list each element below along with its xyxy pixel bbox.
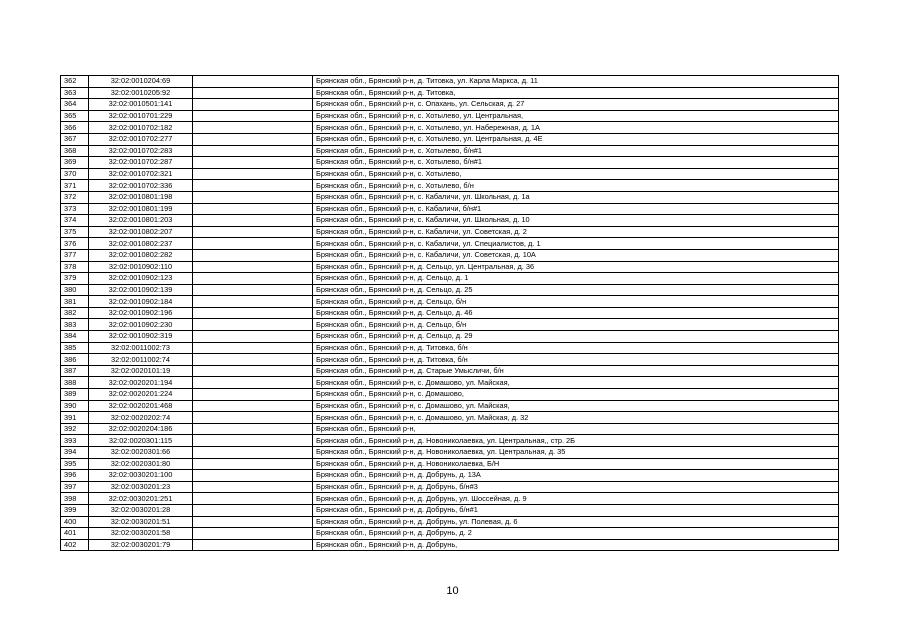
address-cell: Брянская обл., Брянский р-н, с. Хотылево, б/н#1 — [313, 157, 839, 169]
empty-cell — [193, 528, 313, 540]
table-row — [61, 249, 839, 261]
address-cell: Брянская обл., Брянский р-н, д. Добрунь, д. 2 — [313, 528, 839, 540]
empty-cell — [193, 180, 313, 192]
empty-cell — [193, 133, 313, 145]
row-number-cell: 365 — [61, 110, 89, 122]
empty-cell — [193, 87, 313, 99]
row-number-cell: 395 — [61, 458, 89, 470]
empty-cell — [193, 168, 313, 180]
cadastral-number-cell: 32:02:0011002:74 — [89, 354, 193, 366]
empty-cell — [193, 435, 313, 447]
row-number-cell: 364 — [61, 99, 89, 111]
address-cell: Брянская обл., Брянский р-н, с. Кабаличи, ул. Школьная, д. 10 — [313, 215, 839, 227]
row-number-cell: 391 — [61, 412, 89, 424]
cadastral-number-cell: 32:02:0010802:207 — [89, 226, 193, 238]
row-number-cell: 386 — [61, 354, 89, 366]
cadastral-number-cell: 32:02:0010501:141 — [89, 99, 193, 111]
empty-cell — [193, 261, 313, 273]
row-number-cell: 376 — [61, 238, 89, 250]
row-number-cell: 366 — [61, 122, 89, 134]
table-row — [61, 110, 839, 122]
empty-cell — [193, 365, 313, 377]
empty-cell — [193, 110, 313, 122]
address-cell: Брянская обл., Брянский р-н, д. Новониколаевка, ул. Центральная,, стр. 2Б — [313, 435, 839, 447]
table-row — [61, 342, 839, 354]
cadastral-number-cell: 32:02:0011002:73 — [89, 342, 193, 354]
address-cell: Брянская обл., Брянский р-н, д. Добрунь, б/н#3 — [313, 481, 839, 493]
cadastral-number-cell: 32:02:0010902:123 — [89, 273, 193, 285]
row-number-cell: 379 — [61, 273, 89, 285]
address-cell: Брянская обл., Брянский р-н, с. Домашово, ул. Майская, д. 32 — [313, 412, 839, 424]
table-row — [61, 354, 839, 366]
empty-cell — [193, 481, 313, 493]
row-number-cell: 392 — [61, 423, 89, 435]
table-row — [61, 76, 839, 88]
table-row — [61, 307, 839, 319]
cadastral-number-cell: 32:02:0010702:321 — [89, 168, 193, 180]
empty-cell — [193, 76, 313, 88]
cadastral-number-cell: 32:02:0010701:229 — [89, 110, 193, 122]
empty-cell — [193, 284, 313, 296]
cadastral-number-cell: 32:02:0020301:80 — [89, 458, 193, 470]
cadastral-number-cell: 32:02:0010801:203 — [89, 215, 193, 227]
row-number-cell: 363 — [61, 87, 89, 99]
empty-cell — [193, 99, 313, 111]
row-number-cell: 370 — [61, 168, 89, 180]
cadastral-number-cell: 32:02:0020201:224 — [89, 389, 193, 401]
address-cell: Брянская обл., Брянский р-н, с. Домашово, ул. Майская, — [313, 377, 839, 389]
row-number-cell: 401 — [61, 528, 89, 540]
cadastral-number-cell: 32:02:0010902:230 — [89, 319, 193, 331]
table-row — [61, 447, 839, 459]
table-row — [61, 423, 839, 435]
table-row — [61, 168, 839, 180]
address-cell: Брянская обл., Брянский р-н, с. Домашово, — [313, 389, 839, 401]
empty-cell — [193, 377, 313, 389]
row-number-cell: 371 — [61, 180, 89, 192]
empty-cell — [193, 215, 313, 227]
table-row — [61, 99, 839, 111]
empty-cell — [193, 539, 313, 551]
table-row — [61, 87, 839, 99]
address-cell: Брянская обл., Брянский р-н, д. Добрунь, — [313, 539, 839, 551]
address-cell: Брянская обл., Брянский р-н, с. Домашово, ул. Майская, — [313, 400, 839, 412]
cadastral-number-cell: 32:02:0020301:115 — [89, 435, 193, 447]
cadastral-number-cell: 32:02:0010801:199 — [89, 203, 193, 215]
row-number-cell: 396 — [61, 470, 89, 482]
table-row — [61, 133, 839, 145]
row-number-cell: 393 — [61, 435, 89, 447]
address-cell: Брянская обл., Брянский р-н, д. Титовка, б/н — [313, 354, 839, 366]
cadastral-number-cell: 32:02:0020101:19 — [89, 365, 193, 377]
table-row — [61, 470, 839, 482]
row-number-cell: 390 — [61, 400, 89, 412]
cadastral-number-cell: 32:02:0020201:468 — [89, 400, 193, 412]
table-row — [61, 284, 839, 296]
address-cell: Брянская обл., Брянский р-н, с. Хотылево, ул. Центральная, — [313, 110, 839, 122]
row-number-cell: 388 — [61, 377, 89, 389]
empty-cell — [193, 354, 313, 366]
table-row — [61, 319, 839, 331]
cadastral-number-cell: 32:02:0010802:282 — [89, 249, 193, 261]
row-number-cell: 394 — [61, 447, 89, 459]
address-cell: Брянская обл., Брянский р-н, с. Опахань, ул. Сельская, д. 27 — [313, 99, 839, 111]
table-row — [61, 377, 839, 389]
empty-cell — [193, 458, 313, 470]
cadastral-number-cell: 32:02:0010902:319 — [89, 331, 193, 343]
table-row — [61, 273, 839, 285]
address-cell: Брянская обл., Брянский р-н, д. Сельцо, д. 29 — [313, 331, 839, 343]
table-row — [61, 157, 839, 169]
address-cell: Брянская обл., Брянский р-н, д. Титовка, — [313, 87, 839, 99]
empty-cell — [193, 447, 313, 459]
table-row — [61, 516, 839, 528]
table-row — [61, 261, 839, 273]
address-cell: Брянская обл., Брянский р-н, с. Хотылево, ул. Центральная, д. 4Е — [313, 133, 839, 145]
table-row — [61, 504, 839, 516]
row-number-cell: 383 — [61, 319, 89, 331]
empty-cell — [193, 122, 313, 134]
empty-cell — [193, 493, 313, 505]
empty-cell — [193, 145, 313, 157]
address-cell: Брянская обл., Брянский р-н, с. Кабаличи, ул. Школьная, д. 1а — [313, 191, 839, 203]
cadastral-number-cell: 32:02:0010802:237 — [89, 238, 193, 250]
row-number-cell: 399 — [61, 504, 89, 516]
table-row — [61, 412, 839, 424]
registry-table — [60, 75, 839, 551]
cadastral-number-cell: 32:02:0010702:283 — [89, 145, 193, 157]
address-cell: Брянская обл., Брянский р-н, д. Титовка, б/н — [313, 342, 839, 354]
address-cell: Брянская обл., Брянский р-н, д. Сельцо, б/н — [313, 319, 839, 331]
address-cell: Брянская обл., Брянский р-н, — [313, 423, 839, 435]
empty-cell — [193, 342, 313, 354]
row-number-cell: 384 — [61, 331, 89, 343]
row-number-cell: 373 — [61, 203, 89, 215]
page-number: 10 — [446, 585, 459, 597]
cadastral-number-cell: 32:02:0010801:198 — [89, 191, 193, 203]
address-cell: Брянская обл., Брянский р-н, д. Сельцо, д. 25 — [313, 284, 839, 296]
cadastral-number-cell: 32:02:0030201:100 — [89, 470, 193, 482]
cadastral-number-cell: 32:02:0010702:287 — [89, 157, 193, 169]
row-number-cell: 385 — [61, 342, 89, 354]
empty-cell — [193, 423, 313, 435]
row-number-cell: 400 — [61, 516, 89, 528]
address-cell: Брянская обл., Брянский р-н, д. Сельцо, ул. Центральная, д. 36 — [313, 261, 839, 273]
table-row — [61, 238, 839, 250]
empty-cell — [193, 389, 313, 401]
table-row — [61, 331, 839, 343]
empty-cell — [193, 470, 313, 482]
empty-cell — [193, 191, 313, 203]
cadastral-number-cell: 32:02:0010902:184 — [89, 296, 193, 308]
address-cell: Брянская обл., Брянский р-н, с. Хотылево, б/н#1 — [313, 145, 839, 157]
row-number-cell: 378 — [61, 261, 89, 273]
row-number-cell: 375 — [61, 226, 89, 238]
empty-cell — [193, 296, 313, 308]
registry-table-body — [61, 76, 839, 551]
row-number-cell: 389 — [61, 389, 89, 401]
cadastral-number-cell: 32:02:0010205:92 — [89, 87, 193, 99]
cadastral-number-cell: 32:02:0010902:110 — [89, 261, 193, 273]
cadastral-number-cell: 32:02:0010902:139 — [89, 284, 193, 296]
cadastral-number-cell: 32:02:0010702:182 — [89, 122, 193, 134]
table-row — [61, 458, 839, 470]
empty-cell — [193, 238, 313, 250]
cadastral-number-cell: 32:02:0030201:79 — [89, 539, 193, 551]
address-cell: Брянская обл., Брянский р-н, с. Хотылево, — [313, 168, 839, 180]
row-number-cell: 368 — [61, 145, 89, 157]
empty-cell — [193, 226, 313, 238]
address-cell: Брянская обл., Брянский р-н, д. Добрунь, б/н#1 — [313, 504, 839, 516]
row-number-cell: 398 — [61, 493, 89, 505]
empty-cell — [193, 319, 313, 331]
address-cell: Брянская обл., Брянский р-н, с. Кабаличи, ул. Советская, д. 10А — [313, 249, 839, 261]
table-row — [61, 203, 839, 215]
table-row — [61, 493, 839, 505]
row-number-cell: 374 — [61, 215, 89, 227]
cadastral-number-cell: 32:02:0030201:28 — [89, 504, 193, 516]
cadastral-number-cell: 32:02:0010702:336 — [89, 180, 193, 192]
row-number-cell: 362 — [61, 76, 89, 88]
row-number-cell: 372 — [61, 191, 89, 203]
address-cell: Брянская обл., Брянский р-н, с. Кабаличи, ул. Специалистов, д. 1 — [313, 238, 839, 250]
table-row — [61, 400, 839, 412]
table-row — [61, 528, 839, 540]
empty-cell — [193, 157, 313, 169]
address-cell: Брянская обл., Брянский р-н, д. Титовка, ул. Карла Маркса, д. 11 — [313, 76, 839, 88]
address-cell: Брянская обл., Брянский р-н, д. Сельцо, д. 1 — [313, 273, 839, 285]
table-row — [61, 226, 839, 238]
address-cell: Брянская обл., Брянский р-н, д. Новониколаевка, ул. Центральная, д. 35 — [313, 447, 839, 459]
cadastral-number-cell: 32:02:0020204:186 — [89, 423, 193, 435]
cadastral-number-cell: 32:02:0030201:51 — [89, 516, 193, 528]
table-row — [61, 215, 839, 227]
address-cell: Брянская обл., Брянский р-н, д. Сельцо, б/н — [313, 296, 839, 308]
row-number-cell: 381 — [61, 296, 89, 308]
empty-cell — [193, 203, 313, 215]
table-row — [61, 389, 839, 401]
cadastral-number-cell: 32:02:0010902:196 — [89, 307, 193, 319]
row-number-cell: 387 — [61, 365, 89, 377]
empty-cell — [193, 331, 313, 343]
row-number-cell: 402 — [61, 539, 89, 551]
address-cell: Брянская обл., Брянский р-н, д. Сельцо, д. 46 — [313, 307, 839, 319]
empty-cell — [193, 400, 313, 412]
address-cell: Брянская обл., Брянский р-н, д. Новониколаевка, Б/Н — [313, 458, 839, 470]
table-row — [61, 145, 839, 157]
address-cell: Брянская обл., Брянский р-н, д. Добрунь, ул. Полевая, д. 6 — [313, 516, 839, 528]
table-row — [61, 296, 839, 308]
empty-cell — [193, 412, 313, 424]
row-number-cell: 377 — [61, 249, 89, 261]
address-cell: Брянская обл., Брянский р-н, с. Кабаличи, ул. Советская, д. 2 — [313, 226, 839, 238]
address-cell: Брянская обл., Брянский р-н, с. Кабаличи, б/н#1 — [313, 203, 839, 215]
address-cell: Брянская обл., Брянский р-н, с. Хотылево, ул. Набережная, д. 1А — [313, 122, 839, 134]
empty-cell — [193, 249, 313, 261]
row-number-cell: 380 — [61, 284, 89, 296]
cadastral-number-cell: 32:02:0010702:277 — [89, 133, 193, 145]
cadastral-number-cell: 32:02:0030201:58 — [89, 528, 193, 540]
row-number-cell: 397 — [61, 481, 89, 493]
address-cell: Брянская обл., Брянский р-н, д. Добрунь, ул. Шоссейная, д. 9 — [313, 493, 839, 505]
cadastral-number-cell: 32:02:0030201:251 — [89, 493, 193, 505]
address-cell: Брянская обл., Брянский р-н, с. Хотылево, б/н — [313, 180, 839, 192]
cadastral-number-cell: 32:02:0020201:194 — [89, 377, 193, 389]
cadastral-number-cell: 32:02:0030201:23 — [89, 481, 193, 493]
empty-cell — [193, 516, 313, 528]
cadastral-number-cell: 32:02:0010204:69 — [89, 76, 193, 88]
table-row — [61, 191, 839, 203]
cadastral-number-cell: 32:02:0020301:66 — [89, 447, 193, 459]
row-number-cell: 367 — [61, 133, 89, 145]
cadastral-number-cell: 32:02:0020202:74 — [89, 412, 193, 424]
table-row — [61, 365, 839, 377]
table-row — [61, 122, 839, 134]
row-number-cell: 382 — [61, 307, 89, 319]
table-row — [61, 481, 839, 493]
address-cell: Брянская обл., Брянский р-н, д. Старые Умысличи, б/н — [313, 365, 839, 377]
table-row — [61, 180, 839, 192]
table-row — [61, 435, 839, 447]
row-number-cell: 369 — [61, 157, 89, 169]
empty-cell — [193, 307, 313, 319]
address-cell: Брянская обл., Брянский р-н, д. Добрунь, д. 13А — [313, 470, 839, 482]
table-row — [61, 539, 839, 551]
empty-cell — [193, 504, 313, 516]
empty-cell — [193, 273, 313, 285]
